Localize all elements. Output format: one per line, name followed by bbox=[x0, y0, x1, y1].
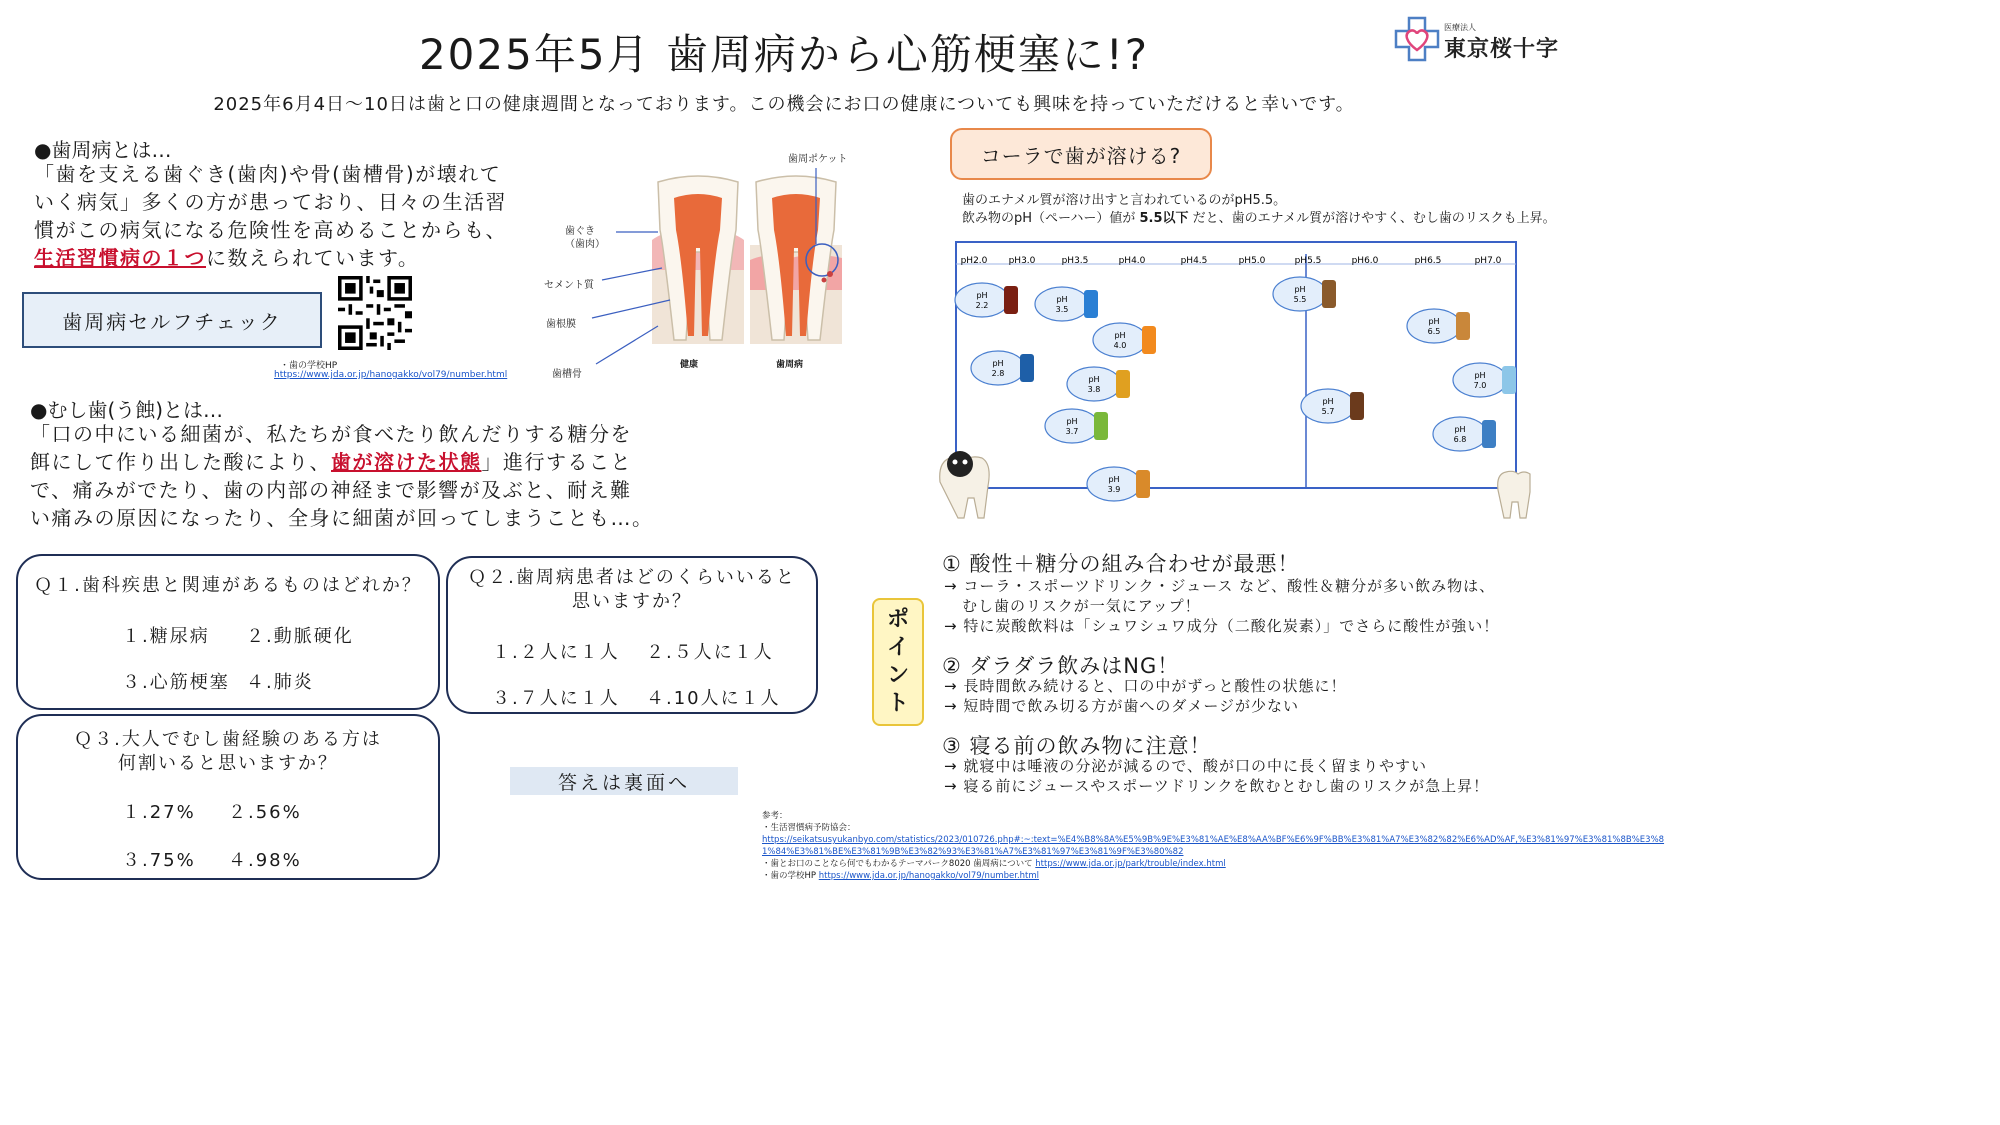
qr-code-icon[interactable] bbox=[338, 276, 412, 350]
q3-option-4: ４.98% bbox=[228, 850, 302, 871]
q2-option-3: ３.７人に１人 bbox=[492, 688, 620, 709]
ref-link-3[interactable]: https://www.jda.or.jp/hanogakko/vol79/number.html bbox=[818, 871, 1040, 881]
ph-bubble-label: pH bbox=[1474, 371, 1486, 380]
ph-bubble-label: pH bbox=[1428, 317, 1440, 326]
ph-chart-frame bbox=[956, 242, 1516, 488]
ph-bubble-value: 6.5 bbox=[1427, 327, 1441, 336]
perio-emphasis: 生活習慣病の１つ bbox=[34, 246, 206, 270]
ph-bubble bbox=[1273, 277, 1327, 311]
tooth-diagram bbox=[540, 140, 870, 380]
ph-point-water-bottle bbox=[1453, 363, 1516, 397]
ph-bubble-label: pH bbox=[992, 359, 1004, 368]
ph-point-chuhi-can bbox=[971, 351, 1034, 385]
source-link[interactable]: https://www.jda.or.jp/hanogakko/vol79/number.html bbox=[274, 370, 508, 380]
point-1-heading: ① 酸性＋糖分の組み合わせが最悪！ bbox=[942, 552, 1300, 576]
label-gum: 歯ぐき bbox=[565, 226, 595, 237]
q1-option-4: ４.肺炎 bbox=[246, 672, 314, 693]
quiz-q2 bbox=[446, 556, 818, 714]
ph-point-juice-carton bbox=[1093, 323, 1156, 357]
ph-bubble-label: pH bbox=[1454, 425, 1466, 434]
label-alveolar: 歯槽骨 bbox=[552, 369, 582, 380]
ref-link-1[interactable]: https://seikatsusyukanbyo.com/statistics/2023/010726.php#:~:text=%E4%B8%8A%E5%9B%9E%E3%81%AE%E8%AA%BF%E6%9F%BB%E3%81%A7%E3%82%82%E6%AD%AF,%E3%81%97%E3%81%8B%E3%8 bbox=[762, 835, 1665, 845]
answer-banner: 答えは裏面へ bbox=[510, 767, 738, 795]
self-check-button[interactable]: 歯周病セルフチェック bbox=[22, 292, 322, 348]
ph-point-cola-bottle bbox=[955, 283, 1018, 317]
ph-bubble-value: 3.5 bbox=[1055, 305, 1069, 314]
quiz-q1 bbox=[16, 554, 440, 710]
ph-chart bbox=[930, 236, 1530, 522]
point-1-line-3: → 特に炭酸飲料は「シュワシュワ成分（二酸化炭素）」でさらに酸性が強い！ bbox=[944, 617, 1500, 635]
label-gum-sub: （歯肉） bbox=[565, 239, 605, 250]
cola-heading: コーラで歯が溶ける? bbox=[950, 128, 1212, 180]
point-3-line-2: → 寝る前にジュースやスポーツドリンクを飲むとむし歯のリスクが急上昇！ bbox=[944, 777, 1490, 795]
q1-option-2: ２.動脈硬化 bbox=[246, 626, 354, 647]
ph-tick-label: pH6.0 bbox=[1351, 256, 1379, 266]
ph-bubble-label: pH bbox=[1322, 397, 1334, 406]
milk-carton-icon bbox=[1482, 420, 1496, 448]
ph-tick-label: pH4.0 bbox=[1118, 256, 1146, 266]
q3-option-2: ２.56% bbox=[228, 802, 302, 823]
ph-bubble-value: 5.7 bbox=[1321, 407, 1335, 416]
ph-bubble bbox=[1453, 363, 1507, 397]
ph-note-2: 飲み物のpH（ペーハー）値が 5.5以下 だと、歯のエナメル質が溶けやすく、むし歯のリスクも上昇。 bbox=[962, 211, 1556, 226]
ph-bubble-label: pH bbox=[1294, 285, 1306, 294]
tea-glass-icon bbox=[1456, 312, 1470, 340]
ph-bubble bbox=[1035, 287, 1089, 321]
q2-option-2: ２.５人に１人 bbox=[646, 642, 774, 663]
point-2-line-1: → 長時間飲み続けると、口の中がずっと酸性の状態に！ bbox=[944, 677, 1347, 695]
ph-bubble-value: 3.8 bbox=[1087, 385, 1101, 394]
ph-point-drink-bottle bbox=[1067, 367, 1130, 401]
ph-bubble-label: pH bbox=[1114, 331, 1126, 340]
ph-point-sports-drink bbox=[1035, 287, 1098, 321]
chuhi-can-icon bbox=[1020, 354, 1034, 382]
label-healthy: 健康 bbox=[680, 360, 699, 370]
ph-point-tea-glass bbox=[1407, 309, 1470, 343]
q2-title-1: Ｑ２.歯周病患者はどのくらいいると bbox=[468, 567, 796, 588]
ph-tick-label: pH2.0 bbox=[960, 256, 988, 266]
source-label: ・歯の学校HP bbox=[280, 361, 338, 371]
ph-bubble-value: 4.0 bbox=[1113, 341, 1127, 350]
coffee-can-icon bbox=[1350, 392, 1364, 420]
ph-point-bottle bbox=[1087, 467, 1150, 501]
perio-heading: ●歯周病とは… bbox=[34, 138, 172, 162]
germ-icon bbox=[947, 451, 973, 477]
label-perio: 歯周病 bbox=[776, 360, 804, 370]
perio-body: 「歯を支える歯ぐき(歯肉)や骨(歯槽骨)が壊れて いく病気」多くの方が患っており、日々の生活習 慣がこの病気になる危険性を高めることからも、 生活習慣病の１つに数えられています。 bbox=[34, 162, 507, 270]
ph-tick-label: pH3.5 bbox=[1061, 256, 1089, 266]
ph-bubble bbox=[955, 283, 1009, 317]
ph-bubble-label: pH bbox=[976, 291, 988, 300]
ph-bubble-value: 7.0 bbox=[1473, 381, 1487, 390]
caries-heading: ●むし歯(う蝕)とは… bbox=[30, 398, 224, 422]
caries-emphasis: 歯が溶けた状態 bbox=[331, 450, 482, 474]
ph-tick-label: pH5.5 bbox=[1294, 256, 1322, 266]
q1-option-1: １.糖尿病 bbox=[122, 626, 210, 647]
ph-bubble-value: 5.5 bbox=[1293, 295, 1307, 304]
ref-link-2[interactable]: https://www.jda.or.jp/park/trouble/index.html bbox=[1035, 859, 1226, 869]
q3-title-1: Ｑ３.大人でむし歯経験のある方は bbox=[74, 729, 382, 750]
label-ligament: 歯根膜 bbox=[546, 319, 576, 330]
ph-tick-label: pH6.5 bbox=[1414, 256, 1442, 266]
ph-bubble bbox=[971, 351, 1025, 385]
q2-option-1: １.２人に１人 bbox=[492, 642, 620, 663]
drink-bottle-icon bbox=[1116, 370, 1130, 398]
ph-point-energy-drink bbox=[1045, 409, 1108, 443]
ph-point-coffee-can bbox=[1301, 389, 1364, 423]
quiz-q3 bbox=[16, 714, 440, 880]
label-pocket: 歯周ポケット bbox=[788, 154, 848, 165]
ph-tick-label: pH7.0 bbox=[1474, 256, 1502, 266]
ph-bubble bbox=[1093, 323, 1147, 357]
point-2-line-2: → 短時間で飲み切る方が歯へのダメージが少ない bbox=[944, 697, 1300, 715]
tea-bottle-icon bbox=[1322, 280, 1336, 308]
ph-bubble bbox=[1433, 417, 1487, 451]
ph-bubble-value: 3.7 bbox=[1065, 427, 1079, 436]
ph-bubble-value: 2.2 bbox=[975, 301, 989, 310]
q3-option-3: ３.75% bbox=[122, 850, 196, 871]
ref-link-1b[interactable]: 1%84%E3%81%BE%E3%81%9B%E3%82%93%E3%81%A7%E3%81%97%E3%81%9F%E3%80%82 bbox=[762, 847, 1184, 857]
ph-note-1: 歯のエナメル質が溶け出すと言われているのがpH5.5。 bbox=[962, 193, 1287, 208]
bottle-icon bbox=[1136, 470, 1150, 498]
page-subtitle: 2025年6月4日～10日は歯と口の健康週間となっております。この機会にお口の健康についても興味を持っていただけると幸いです。 bbox=[213, 94, 1355, 115]
cola-bottle-icon bbox=[1004, 286, 1018, 314]
logo-name: 東京桜十字 bbox=[1444, 37, 1560, 62]
ph-point-tea-bottle bbox=[1273, 277, 1336, 311]
ph-tick-label: pH4.5 bbox=[1180, 256, 1208, 266]
point-1-line-2: むし歯のリスクが一気にアップ！ bbox=[962, 597, 1201, 615]
ph-bubble-label: pH bbox=[1088, 375, 1100, 384]
references: 参考： ・生活習慣病予防協会： https://seikatsusyukanbyo.com/statistics/2023/010726.php#:~:text=%E4%B8%8A%E5%9B%9E%E3%81%AE%E8%AA%BF%E6%9F%BB%E3%81%A7%E3%82%82%E6%AD%AF,%E3%81%97%E3%81%8B%E3%8 1%84%E3%81%BE%E3%81%9B%E3%82%93%E3%81%A7%E3%81%97%E3%81%9F%E3%80%82 ・歯とお口のことなら何でもわかるテーマパーク8020 歯周病について https://www.jda.or.jp/park/trouble/index.html ・歯の学校HP https://www.jda.or.jp/hanogakko/vol79/number.html bbox=[762, 811, 1665, 881]
ph-bubble-label: pH bbox=[1108, 475, 1120, 484]
label-cementum: セメント質 bbox=[544, 280, 594, 291]
ph-bubble-value: 2.8 bbox=[991, 369, 1005, 378]
tooth-right-icon bbox=[1498, 471, 1530, 518]
ph-tick-label: pH3.0 bbox=[1008, 256, 1036, 266]
q1-title: Ｑ１.歯科疾患と関連があるものはどれか？ bbox=[34, 575, 422, 596]
point-3-heading: ③ 寝る前の飲み物に注意！ bbox=[942, 734, 1212, 758]
q2-option-4: ４.10人に１人 bbox=[646, 688, 781, 709]
ph-bubble-label: pH bbox=[1056, 295, 1068, 304]
water-bottle-icon bbox=[1502, 366, 1516, 394]
q3-option-1: １.27% bbox=[122, 802, 196, 823]
ph-bubble-value: 3.9 bbox=[1107, 485, 1121, 494]
point-3-line-1: → 就寝中は唾液の分泌が減るので、酸が口の中に長く留まりやすい bbox=[944, 757, 1428, 775]
sports-drink-icon bbox=[1084, 290, 1098, 318]
q3-title-2: 何割いると思いますか？ bbox=[118, 753, 338, 774]
juice-carton-icon bbox=[1142, 326, 1156, 354]
ph-bubble-label: pH bbox=[1066, 417, 1078, 426]
energy-drink-icon bbox=[1094, 412, 1108, 440]
logo-corp-label: 医療法人 bbox=[1444, 23, 1476, 32]
point-tag: ポ イ ン ト bbox=[872, 598, 924, 726]
page-title: 2025年5月 歯周病から心筋梗塞に!? bbox=[418, 30, 1150, 79]
caries-body: 「口の中にいる細菌が、私たちが食べたり飲んだりする糖分を 餌にして作り出した酸により、歯が溶けた状態」進行すること で、痛みがでたり、歯の内部の神経まで影響が及ぶと、耐え難 い痛みの原因になったり、全身に細菌が回ってしまうことも…。 bbox=[30, 422, 654, 530]
ph-bubble bbox=[1045, 409, 1099, 443]
ph-bubble bbox=[1407, 309, 1461, 343]
cross-heart-logo-icon bbox=[1394, 16, 1440, 62]
point-1-line-1: → コーラ・スポーツドリンク・ジュース など、酸性＆糖分が多い飲み物は、 bbox=[944, 577, 1496, 595]
ph-bubble-value: 6.8 bbox=[1453, 435, 1467, 444]
point-2-heading: ② ダラダラ飲みはNG！ bbox=[942, 654, 1180, 678]
ph-bubble bbox=[1301, 389, 1355, 423]
q1-option-3: ３.心筋梗塞 bbox=[122, 672, 230, 693]
q2-title-2: 思いますか？ bbox=[572, 591, 692, 612]
ph-bubble bbox=[1087, 467, 1141, 501]
ph-point-milk-carton bbox=[1433, 417, 1496, 451]
ph-tick-label: pH5.0 bbox=[1238, 256, 1266, 266]
ph-bubble bbox=[1067, 367, 1121, 401]
